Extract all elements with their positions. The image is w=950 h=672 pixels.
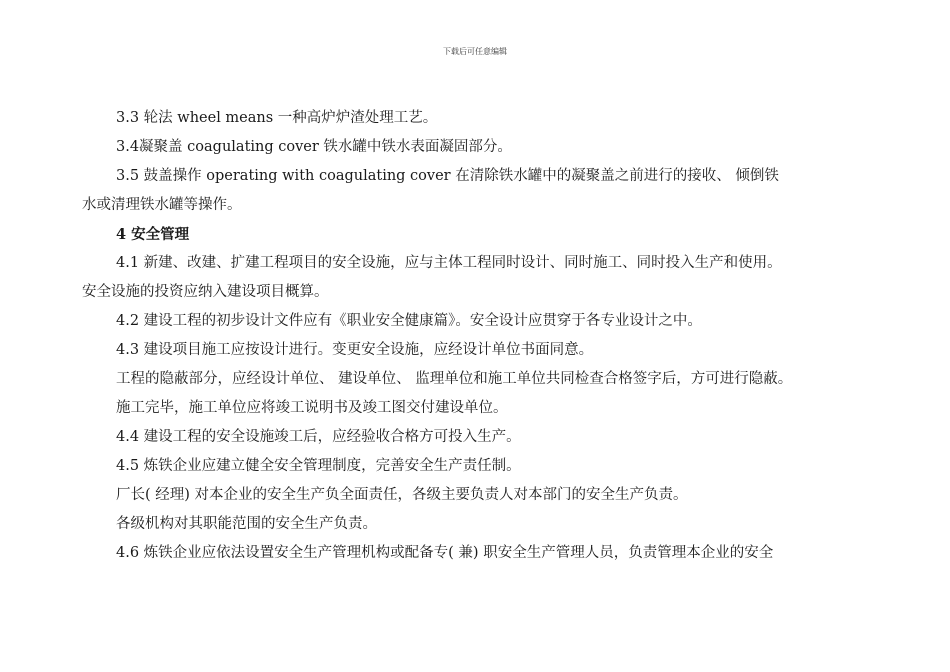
clause-4-3: 4.3 建设项目施工应按设计进行。变更安全设施，应经设计单位书面同意。: [116, 342, 594, 358]
clause-4-6: 4.6 炼铁企业应依法设置安全生产管理机构或配备专( 兼) 职安全生产管理人员，负责管理本企业的安全: [116, 545, 774, 561]
clause-4-4: 4.4 建设工程的安全设施竣工后，应经验收合格方可投入生产。: [116, 429, 521, 445]
clause-4-1-continued: 安全设施的投资应纳入建设项目概算。: [82, 284, 329, 300]
clause-3-3: 3.3 轮法 wheel means 一种高炉炉渣处理工艺。: [116, 110, 438, 126]
clause-4-5-para-3: 各级机构对其职能范围的安全生产负责。: [116, 516, 377, 532]
clause-4-5: 4.5 炼铁企业应建立健全安全管理制度，完善安全生产责任制。: [116, 458, 521, 474]
clause-3-5: 3.5 鼓盖操作 operating with coagulating cover 在清除铁水罐中的凝聚盖之前进行的接收、 倾倒铁: [116, 168, 779, 184]
document-body: [82, 104, 872, 568]
section-heading-4: 4 安全管理: [116, 226, 190, 243]
clause-3-4: 3.4凝聚盖 coagulating cover 铁水罐中铁水表面凝固部分。: [116, 139, 512, 155]
clause-4-3-para-2: 工程的隐蔽部分，应经设计单位、 建设单位、 监理单位和施工单位共同检查合格签字后，方可进行隐蔽。: [116, 371, 793, 387]
clause-4-2: 4.2 建设工程的初步设计文件应有《职业安全健康篇》。安全设计应贯穿于各专业设计之中。: [116, 313, 702, 329]
clause-4-1: 4.1 新建、改建、扩建工程项目的安全设施，应与主体工程同时设计、同时施工、同时投入生产和使用。: [116, 255, 782, 271]
clause-3-5-continued: 水或清理铁水罐等操作。: [82, 197, 242, 213]
clause-4-5-para-2: 厂长( 经理) 对本企业的安全生产负全面责任，各级主要负责人对本部门的安全生产负责。: [116, 487, 688, 503]
page-header: 下载后可任意编辑: [443, 47, 507, 56]
clause-4-3-para-3: 施工完毕，施工单位应将竣工说明书及竣工图交付建设单位。: [116, 400, 508, 416]
